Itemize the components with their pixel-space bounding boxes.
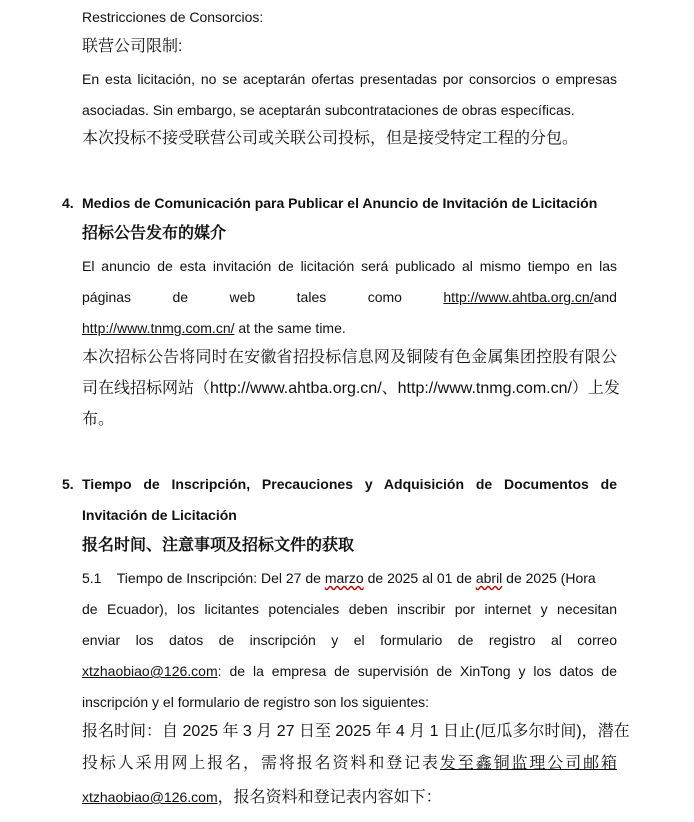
zh-line2-underlined: 发至鑫铜监理公司邮箱 xyxy=(439,755,617,772)
email-link-2[interactable]: xtzhaobiao@126.com xyxy=(82,789,218,805)
word-and: and xyxy=(593,289,617,305)
section4-text-line2 xyxy=(82,288,617,306)
zh-line3-rest: ，报名资料和登记表内容如下： xyxy=(217,789,442,806)
word-paginas: páginas xyxy=(82,289,132,305)
section4-text-line3 xyxy=(82,319,617,337)
p51-line3: enviar los datos de inscripción y el formulario de registro al correo xyxy=(82,632,617,648)
section5-heading-line2: Invitación de Licitación xyxy=(82,507,237,523)
p51-line4 xyxy=(82,662,617,680)
same-time-text: at the same time. xyxy=(234,320,346,336)
p51-line5: inscripción y el formulario de registro son los siguientes: xyxy=(82,694,430,710)
restricciones-text-line1: En esta licitación, no se aceptarán ofertas presentadas por consorcios o empresas xyxy=(82,71,617,87)
p51-line1 xyxy=(82,569,617,587)
section4-heading: Medios de Comunicación para Publicar el Anuncio de Invitación de Licitación xyxy=(82,195,598,211)
restricciones-text-zh: 本次投标不接受联营公司或关联公司投标，但是接受特定工程的分包。 xyxy=(82,130,579,147)
restricciones-title-zh: 联营公司限制: xyxy=(82,38,183,55)
p51-line1-a: 5.1 Tiempo de Inscripción: Del 27 de xyxy=(82,570,325,586)
section4-zh-line1: 本次招标公告将同时在安徽省招投标信息网及铜陵有色金属集团控股有限公 xyxy=(82,349,617,366)
p51-line1-c: de 2025 (Hora xyxy=(502,570,596,586)
section4-heading-zh: 招标公告发布的媒介 xyxy=(82,225,227,242)
link1-group xyxy=(443,288,617,306)
restricciones-text-line2: asociadas. Sin embargo, se aceptarán subcontrataciones de obras específicas. xyxy=(82,102,575,118)
word-como: como xyxy=(367,289,402,305)
section4-zh-line2: 司在线招标网站（http://www.ahtba.org.cn/、http://www.tnmg.com.cn/）上发 xyxy=(82,380,620,397)
link-ahtba[interactable]: http://www.ahtba.org.cn/ xyxy=(443,289,594,305)
section5-number: 5. xyxy=(62,476,74,492)
word-abril: abril xyxy=(475,570,503,586)
section4-zh-line3: 布。 xyxy=(82,411,115,428)
section5-heading-line1: Tiempo de Inscripción, Precauciones y Adquisición de Documentos de xyxy=(82,476,617,492)
word-de: de xyxy=(172,289,189,305)
word-marzo: marzo xyxy=(324,570,364,586)
section4-text-line1: El anuncio de esta invitación de licitación será publicado al mismo tiempo en las xyxy=(82,258,617,274)
p51-line1-text xyxy=(82,569,596,587)
zh-line2-a: 投标人采用网上报名，需将报名资料和登记表 xyxy=(82,755,440,772)
section4-number: 4. xyxy=(62,195,74,211)
section5-zh-line2 xyxy=(82,754,617,774)
section5-zh-line1: 报名时间：自 2025 年 3 月 27 日至 2025 年 4 月 1 日止(厄瓜多尔时间)，潜在 xyxy=(82,723,630,740)
p51-line1-b: de 2025 al 01 de xyxy=(363,570,476,586)
p51-line2: de Ecuador), los licitantes potenciales deben inscribir por internet y necesitan xyxy=(82,601,617,617)
restricciones-title: Restricciones de Consorcios: xyxy=(82,9,264,25)
section5-zh-line3 xyxy=(82,787,617,808)
word-web: web xyxy=(229,289,256,305)
word-tales: tales xyxy=(296,289,327,305)
email-link[interactable]: xtzhaobiao@126.com xyxy=(82,663,218,679)
section5-heading-zh: 报名时间、注意事项及招标文件的获取 xyxy=(82,537,355,554)
link-tnmg[interactable]: http://www.tnmg.com.cn/ xyxy=(82,320,235,336)
p51-line4-rest: : de la empresa de supervisión de XinTong y los datos de xyxy=(217,663,617,679)
